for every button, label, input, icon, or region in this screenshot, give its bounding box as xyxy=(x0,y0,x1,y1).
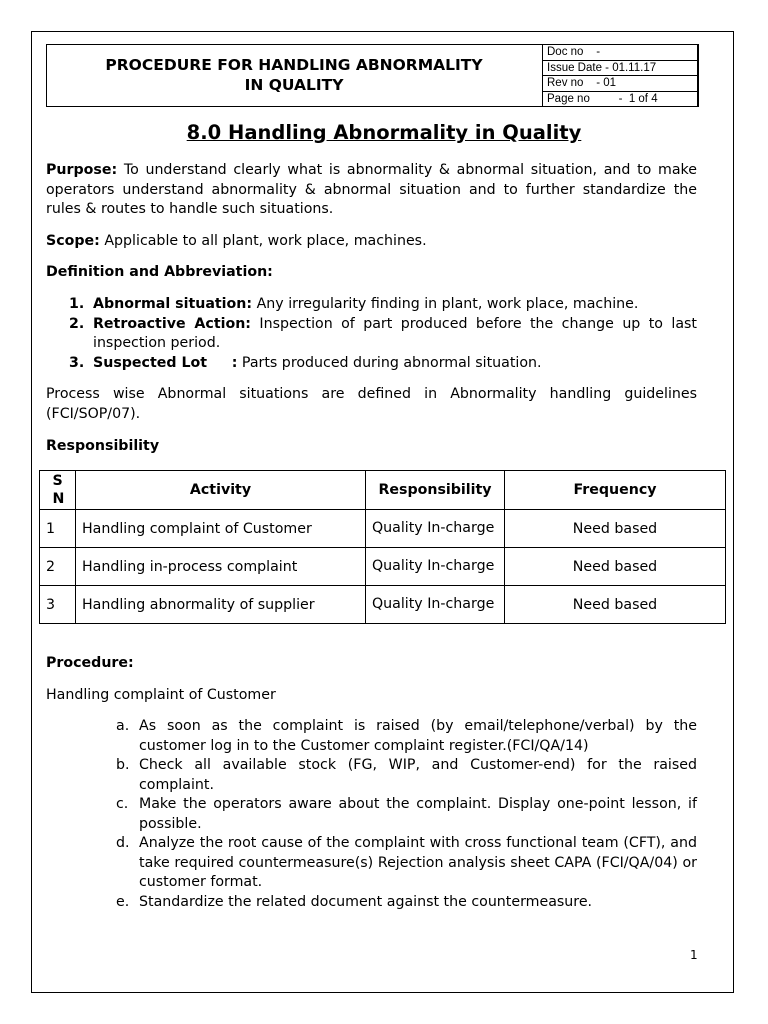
purpose-text: To understand clearly what is abnormality & abnormal situation, and to make operators understand abnormality & abnormal situation and to further standardize the rules & routes to handle such situations. xyxy=(46,162,697,217)
column-header-frequency: Frequency xyxy=(505,471,726,510)
step-text: Check all available stock (FG, WIP, and Customer-end) for the raised complaint. xyxy=(139,757,697,793)
cell-responsibility: Quality In-charge xyxy=(366,548,505,586)
list-item xyxy=(46,795,697,834)
definition-text: Any irregularity finding in plant, work place, machine. xyxy=(252,296,639,312)
step-marker: a. xyxy=(116,718,130,734)
cell-sn: 3 xyxy=(40,586,76,624)
step-text: As soon as the complaint is raised (by email/telephone/verbal) by the customer log in to the Customer complaint register.(FCI/QA/14) xyxy=(139,718,697,754)
scope-text: Applicable to all plant, work place, machines. xyxy=(99,233,427,249)
cell-responsibility: Quality In-charge xyxy=(366,586,505,624)
list-item xyxy=(46,893,697,913)
cell-sn: 1 xyxy=(40,510,76,548)
definition-item xyxy=(46,315,697,354)
responsibility-table xyxy=(39,470,726,624)
section-heading: 8.0 Handling Abnormality in Quality xyxy=(186,121,582,144)
cell-activity: Handling complaint of Customer xyxy=(76,510,366,548)
column-header-activity: Activity xyxy=(76,471,366,510)
definition-text: Parts produced during abnormal situation. xyxy=(237,354,542,371)
list-item xyxy=(46,756,697,795)
responsibility-heading: Responsibility xyxy=(46,438,160,454)
definition-term: Suspected Lot : xyxy=(93,354,238,371)
title-line-1: PROCEDURE FOR HANDLING ABNORMALITY xyxy=(105,56,483,74)
scope-label: Scope: xyxy=(46,233,100,249)
cell-sn: 2 xyxy=(40,548,76,586)
doc-no: Doc no - xyxy=(543,45,699,61)
definitions-heading: Definition and Abbreviation: xyxy=(46,264,273,280)
procedure-heading: Procedure: xyxy=(46,655,134,671)
step-marker: d. xyxy=(116,835,130,851)
title-line-2: IN QUALITY xyxy=(244,76,344,94)
column-header-sn: S N xyxy=(40,471,76,510)
definition-item xyxy=(46,295,697,315)
definition-number: 3. xyxy=(69,354,85,371)
page-no: Page no - 1 of 4 xyxy=(543,91,699,107)
definition-term: Retroactive Action: xyxy=(93,315,251,332)
table-header-row xyxy=(40,471,726,510)
process-note: Process wise Abnormal situations are defined in Abnormality handling guidelines (FCI/SOP/07). xyxy=(46,386,697,422)
definition-term: Abnormal situation: xyxy=(93,296,253,312)
step-text: Make the operators aware about the complaint. Display one-point lesson, if possible. xyxy=(139,796,697,832)
cell-activity: Handling in-process complaint xyxy=(76,548,366,586)
purpose-label: Purpose: xyxy=(46,162,118,178)
list-item xyxy=(46,717,697,756)
table-row xyxy=(40,548,726,586)
cell-frequency: Need based xyxy=(505,586,726,624)
issue-date: Issue Date - 01.11.17 xyxy=(543,60,699,76)
procedure-subheading: Handling complaint of Customer xyxy=(46,687,276,703)
procedure-title xyxy=(47,55,541,95)
step-text: Analyze the root cause of the complaint with cross functional team (CFT), and take required countermeasure(s) Rejection analysis sheet CAPA (FCI/QA/04) or customer format. xyxy=(139,835,697,890)
list-item xyxy=(46,834,697,893)
definition-number: 2. xyxy=(69,315,85,332)
definitions-list xyxy=(46,295,697,373)
step-text: Standardize the related document against the countermeasure. xyxy=(139,893,593,910)
procedure-steps xyxy=(46,717,697,912)
cell-responsibility: Quality In-charge xyxy=(366,510,505,548)
table-row xyxy=(40,510,726,548)
table-row xyxy=(40,586,726,624)
cell-frequency: Need based xyxy=(505,510,726,548)
purpose-paragraph xyxy=(46,161,697,220)
step-marker: b. xyxy=(116,757,130,773)
page-number: 1 xyxy=(690,948,698,962)
definition-number: 1. xyxy=(69,296,85,312)
scope-paragraph xyxy=(46,232,697,252)
document-meta-table xyxy=(542,44,699,107)
step-marker: c. xyxy=(116,796,129,812)
step-marker: e. xyxy=(116,893,130,910)
document-header xyxy=(46,44,698,107)
cell-frequency: Need based xyxy=(505,548,726,586)
cell-activity: Handling abnormality of supplier xyxy=(76,586,366,624)
rev-no: Rev no - 01 xyxy=(543,76,699,92)
column-header-responsibility: Responsibility xyxy=(366,471,505,510)
definition-text: Inspection of part produced before the change up to last inspection period. xyxy=(93,315,697,351)
definition-item xyxy=(46,354,697,374)
